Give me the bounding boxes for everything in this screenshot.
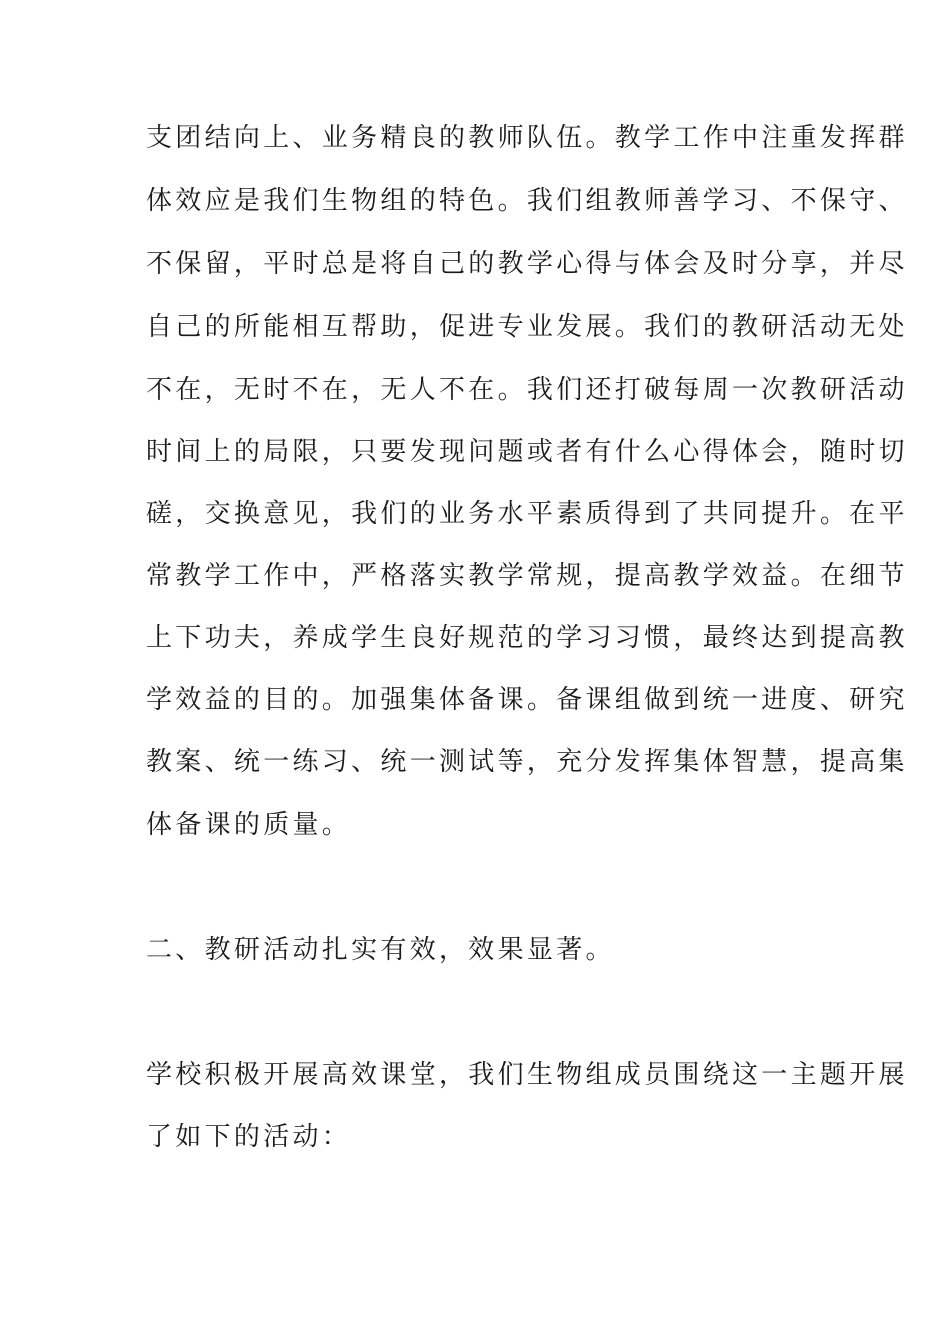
paragraph-line: 常教学工作中，严格落实教学常规，提高教学效益。在细节 (146, 561, 908, 591)
paragraph-line: 体效应是我们生物组的特色。我们组教师善学习、不保守、 (146, 186, 908, 216)
paragraph-line: 支团结向上、业务精良的教师队伍。教学工作中注重发挥群 (146, 123, 908, 153)
section-heading: 二、教研活动扎实有效，效果显著。 (146, 935, 615, 965)
paragraph-line: 学效益的目的。加强集体备课。备课组做到统一进度、研究 (146, 685, 908, 715)
paragraph-line: 时间上的局限，只要发现问题或者有什么心得体会，随时切 (146, 437, 908, 467)
paragraph-line: 自己的所能相互帮助，促进专业发展。我们的教研活动无处 (146, 312, 908, 342)
paragraph-line: 磋，交换意见，我们的业务水平素质得到了共同提升。在平 (146, 499, 908, 529)
paragraph-line: 不在，无时不在，无人不在。我们还打破每周一次教研活动 (146, 375, 908, 405)
paragraph-line: 教案、统一练习、统一测试等，充分发挥集体智慧，提高集 (146, 747, 908, 777)
paragraph-line: 体备课的质量。 (146, 810, 352, 840)
paragraph-line: 学校积极开展高效课堂，我们生物组成员围绕这一主题开展 (146, 1060, 908, 1090)
paragraph-line: 上下功夫，养成学生良好规范的学习习惯，最终达到提高教 (146, 623, 908, 653)
paragraph-line: 了如下的活动： (146, 1122, 352, 1152)
paragraph-line: 不保留，平时总是将自己的教学心得与体会及时分享，并尽 (146, 249, 908, 279)
